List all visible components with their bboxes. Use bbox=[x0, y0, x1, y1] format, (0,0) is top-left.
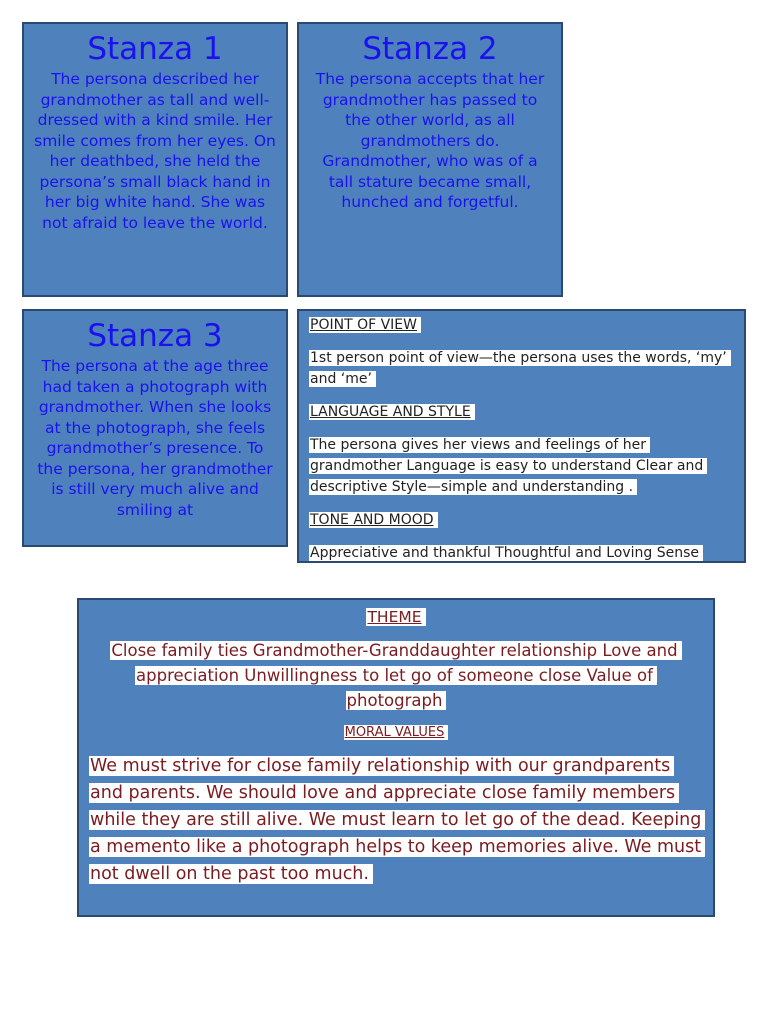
theme-heading: THEME bbox=[366, 608, 425, 626]
theme-box bbox=[77, 598, 715, 917]
stanza-1-text: The persona described her grandmother as tall and well-dressed with a kind smile. Her smile comes from her eyes. On her deathbed, she held the persona’s small black hand in her big white hand. She was not afraid to leave the world. bbox=[34, 70, 276, 232]
stanza-1-box bbox=[22, 22, 288, 297]
stanza-2-box bbox=[297, 22, 563, 297]
stanza-3-title: Stanza 3 bbox=[87, 318, 223, 354]
pov-heading: POINT OF VIEW bbox=[309, 317, 421, 333]
moral-values-heading: MORAL VALUES bbox=[344, 725, 449, 740]
moral-values-text: We must strive for close family relationship with our grandparents and parents. We should love and appreciate close family members while they are still alive. We must learn to let go of the dead. Keeping a memento like a photograph helps to keep memories alive. We must not dwell on the past too much. bbox=[89, 756, 705, 884]
language-heading: LANGUAGE AND STYLE bbox=[309, 404, 475, 420]
stanza-1-title: Stanza 1 bbox=[87, 31, 223, 67]
tone-heading: TONE AND MOOD bbox=[309, 512, 438, 528]
tone-text: Appreciative and thankful Thoughtful and Loving Sense bbox=[309, 545, 703, 561]
pov-text: 1st person point of view—the persona uses the words, ‘my’ and ‘me’ bbox=[309, 350, 731, 387]
stanza-3-box bbox=[22, 309, 288, 547]
stanza-3-text: The persona at the age three had taken a photograph with grandmother. When she looks at the photograph, she feels grandmother’s presence. To the persona, her grandmother is still very much alive and smiling at bbox=[37, 357, 273, 519]
stanza-2-text: The persona accepts that her grandmother has passed to the other world, as all grandmothers do. Grandmother, who was of a tall stature became small, hunched and forgetful. bbox=[315, 70, 545, 211]
theme-text: Close family ties Grandmother-Granddaughter relationship Love and appreciation Unwillingness to let go of someone close Value of photograph bbox=[110, 641, 681, 710]
language-text: The persona gives her views and feelings of her grandmother Language is easy to understand Clear and descriptive Style—simple and understanding . bbox=[309, 437, 707, 495]
stanza-2-title: Stanza 2 bbox=[362, 31, 498, 67]
analysis-box bbox=[297, 309, 746, 563]
